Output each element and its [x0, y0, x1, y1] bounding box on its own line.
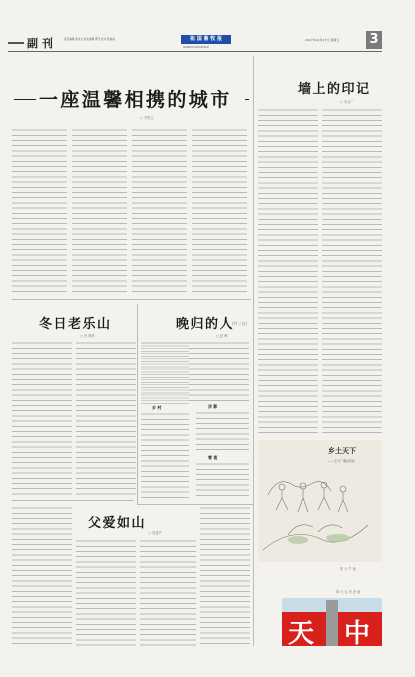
article1-col2 [72, 128, 127, 294]
article1-col3 [132, 128, 187, 294]
masthead [181, 35, 231, 44]
article1-title-rule-right [245, 99, 249, 100]
article2-col2 [322, 108, 382, 433]
right-column-divider [253, 56, 254, 646]
poem2-lines [196, 411, 249, 451]
page-number: 3 [369, 32, 379, 47]
header-logo-mark [8, 42, 24, 44]
article3-col1 [12, 341, 72, 496]
poem-section1: 乡 村 [152, 405, 162, 410]
page-number-box [366, 31, 382, 49]
article4-title: 晚归的人 [176, 317, 235, 332]
article5-byline: □ 吴建华 [148, 531, 162, 535]
badge-line1: 乡土天下 [328, 447, 356, 455]
article2-col1 [258, 108, 318, 433]
article5-title: 父爱如山 [88, 516, 147, 531]
article4-bottom-rule [137, 504, 253, 505]
article3-byline: □ 肖 海燕 [80, 334, 95, 338]
poem1-lines [141, 412, 189, 500]
article1-byline: □ 韦思文 [140, 116, 154, 120]
mid-divider [137, 304, 138, 504]
article5-col3 [200, 506, 250, 646]
illustration-block [258, 440, 382, 562]
article3-bottom-rule [12, 500, 134, 501]
editor-credits: 责任编辑 陈永永 美术编辑 傅飞 校对 陈丽丽 [64, 38, 115, 41]
article1-title-rule-left [14, 99, 36, 100]
article3-title: 冬日老乐山 [39, 317, 112, 332]
masthead-subtitle: XIANGTU DAXUE BAO [183, 46, 209, 49]
poem-section3: 雪 夜 [208, 455, 218, 460]
article3-col2 [76, 341, 136, 496]
illustration-caption1: 张 大 牛 画 [340, 567, 356, 571]
masthead-title: 祖 国 畜 牧 报 [190, 36, 222, 42]
header-rule [8, 51, 382, 52]
poem3-lines [196, 462, 249, 500]
article1-col1 [12, 128, 67, 294]
article5-col2 [140, 539, 196, 646]
article4-subtitle: (外三首) [232, 321, 248, 326]
banner-monument [326, 600, 338, 646]
illustration-caption2: 林 大 元 李 老 画 [336, 590, 361, 594]
issue-date: 2017年10月27日 星期五 [305, 38, 340, 42]
article1-bottom-rule [12, 299, 251, 300]
poem-section2: 浮 影 [208, 404, 218, 409]
article2-title: 墙上的印记 [298, 82, 371, 97]
badge-line2: ——王大厂观文学栏 [328, 459, 356, 463]
illustration-badge [328, 446, 376, 476]
article5-col1 [76, 539, 136, 646]
banner-char-left: 天 [288, 619, 315, 646]
banner-char-right: 中 [344, 619, 371, 646]
section-label: 副 刊 [27, 37, 53, 50]
article5-col0 [12, 506, 72, 646]
article1-title: 一座温馨相携的城市 [39, 89, 232, 111]
article2-byline: □ 朱永广 [340, 100, 354, 104]
article1-col4 [192, 128, 247, 294]
poem-col1 [141, 344, 189, 404]
article4-byline: □ 赵 梅 [216, 334, 228, 338]
banner-image [282, 598, 382, 646]
